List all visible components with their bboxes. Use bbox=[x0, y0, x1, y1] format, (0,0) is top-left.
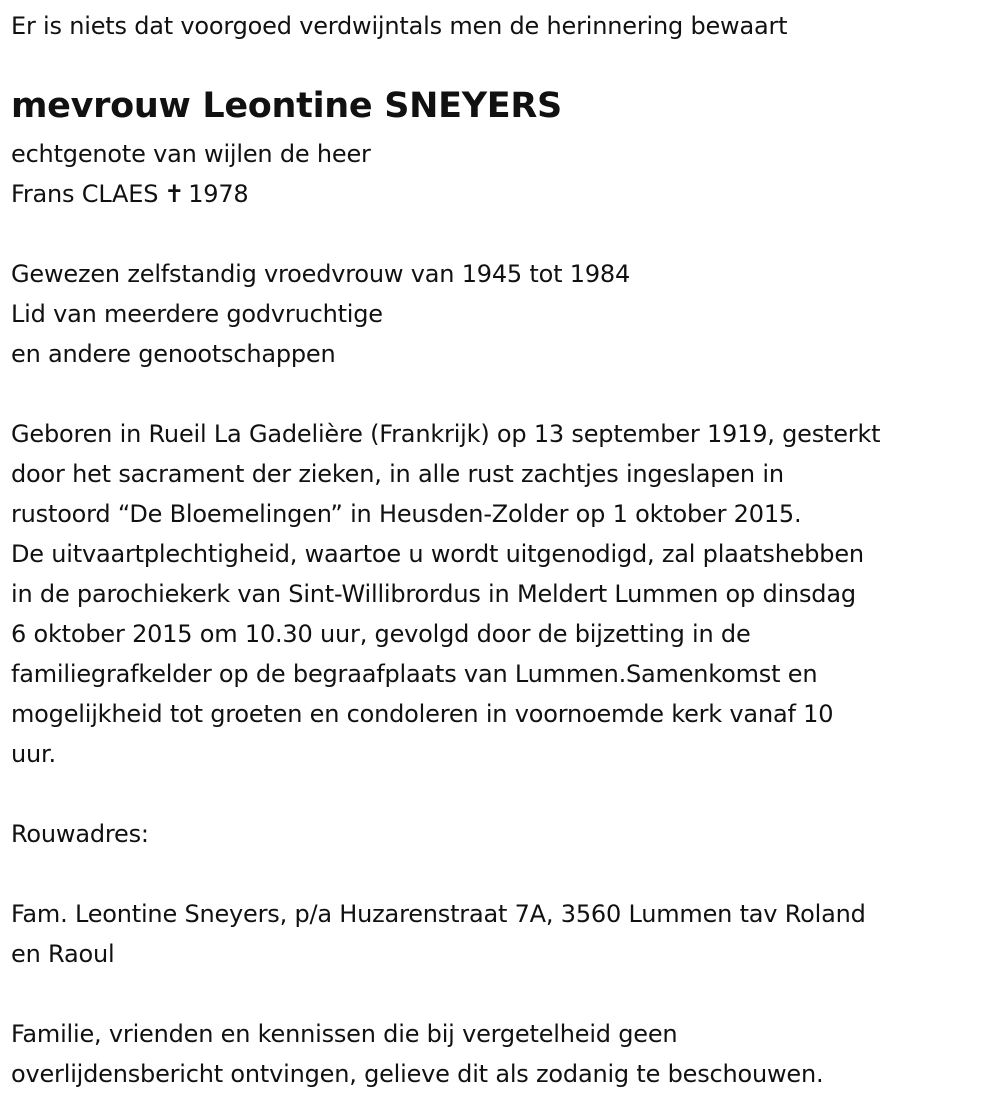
motto-quote: Er is niets dat voorgoed verdwijntals men de herinnering bewaart bbox=[11, 12, 788, 40]
spouse-name: Frans CLAES bbox=[11, 180, 159, 208]
closing-note bbox=[11, 1014, 823, 1094]
spouse-name-line bbox=[11, 174, 371, 214]
announcement-line: Geboren in Rueil La Gadelière (Frankrijk) op 13 september 1919, gesterkt bbox=[11, 420, 881, 448]
spouse-line: echtgenote van wijlen de heer bbox=[11, 140, 371, 168]
address-line: en Raoul bbox=[11, 940, 115, 968]
announcement-line: rustoord “De Bloemelingen” in Heusden-Zolder op 1 oktober 2015. bbox=[11, 500, 802, 528]
deceased-name: mevrouw Leontine SNEYERS bbox=[11, 86, 562, 126]
announcement-text bbox=[11, 414, 880, 774]
career-line: en andere genootschappen bbox=[11, 340, 336, 368]
spouse-info bbox=[11, 134, 371, 214]
rouwadres-address bbox=[11, 894, 866, 974]
address-line: Fam. Leontine Sneyers, p/a Huzarenstraat 7A, 3560 Lummen tav Roland bbox=[11, 900, 866, 928]
announcement-line: De uitvaartplechtigheid, waartoe u wordt uitgenodigd, zal plaatshebben bbox=[11, 540, 864, 568]
spouse-death-year: 1978 bbox=[188, 180, 249, 208]
career-line: Gewezen zelfstandig vroedvrouw van 1945 tot 1984 bbox=[11, 260, 631, 288]
announcement-line: uur. bbox=[11, 740, 56, 768]
closing-line: overlijdensbericht ontvingen, gelieve dit als zodanig te beschouwen. bbox=[11, 1060, 824, 1088]
announcement-line: mogelijkheid tot groeten en condoleren in voornoemde kerk vanaf 10 bbox=[11, 700, 834, 728]
rouwadres-section bbox=[11, 814, 149, 854]
announcement-line: door het sacrament der zieken, in alle rust zachtjes ingeslapen in bbox=[11, 460, 784, 488]
announcement-line: 6 oktober 2015 om 10.30 uur, gevolgd door de bijzetting in de bbox=[11, 620, 751, 648]
announcement-line: in de parochiekerk van Sint-Willibrordus in Meldert Lummen op dinsdag bbox=[11, 580, 856, 608]
cross-icon: ✝ bbox=[164, 180, 185, 208]
career-line: Lid van meerdere godvruchtige bbox=[11, 300, 383, 328]
rouwadres-label: Rouwadres: bbox=[11, 820, 149, 848]
announcement-line: familiegrafkelder op de begraafplaats van Lummen.Samenkomst en bbox=[11, 660, 818, 688]
career-info bbox=[11, 254, 630, 374]
closing-line: Familie, vrienden en kennissen die bij vergetelheid geen bbox=[11, 1020, 678, 1048]
